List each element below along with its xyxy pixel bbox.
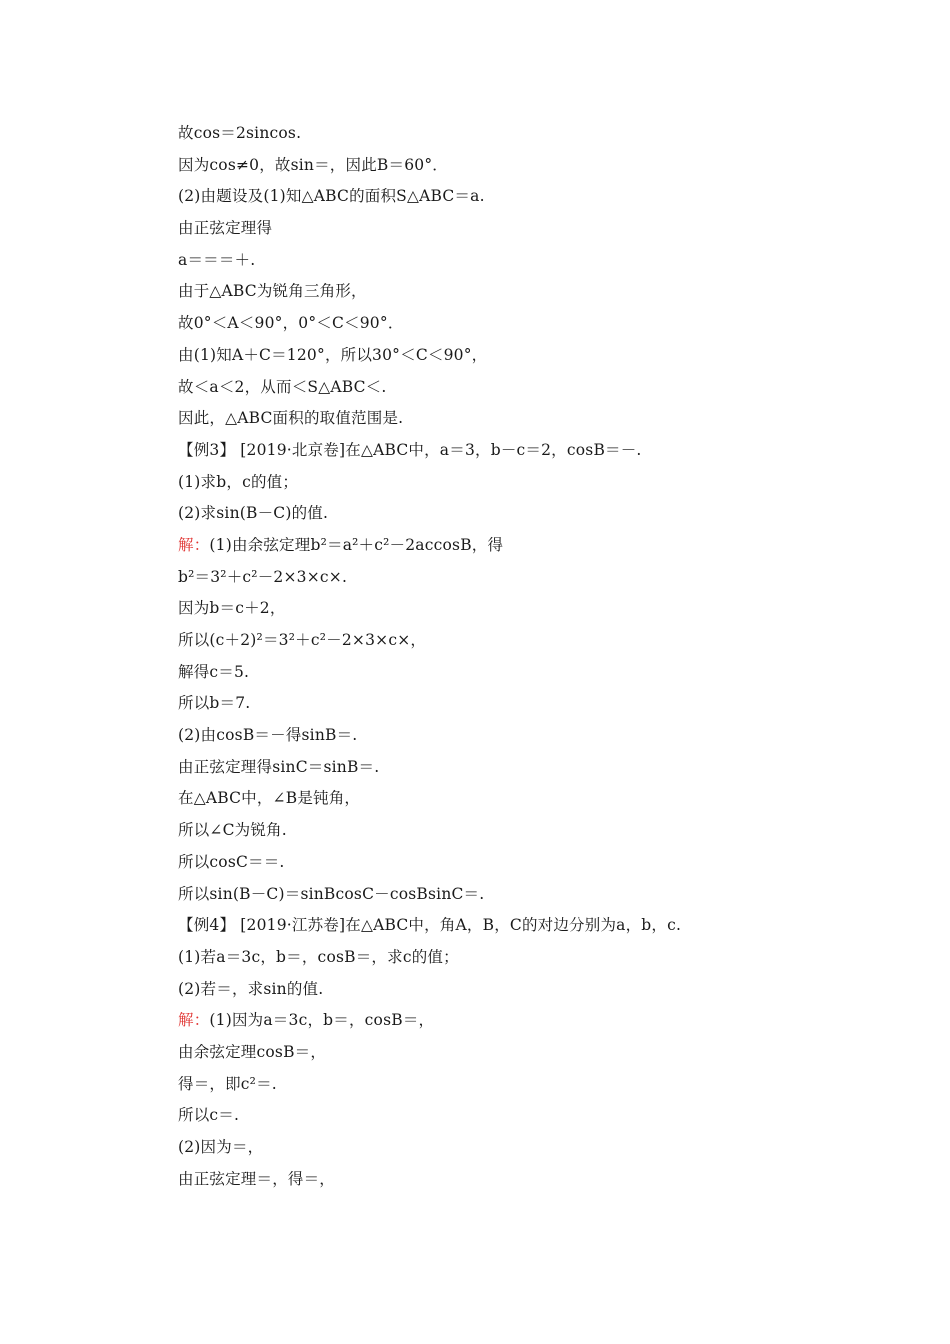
example-4-heading: 【例4】 [2019·江苏卷]在△ABC中，角A，B，C的对边分别为a，b，c. xyxy=(178,916,682,935)
solution-label: 解： xyxy=(178,1011,210,1030)
text-line: 故0°＜A＜90°，0°＜C＜90°． xyxy=(178,314,404,333)
text-line: 在△ABC中，∠B是钝角， xyxy=(178,789,361,808)
text-line: 由(1)知A＋C＝120°，所以30°＜C＜90°， xyxy=(178,345,488,364)
text-line: (2)由题设及(1)知△ABC的面积S△ABC＝a. xyxy=(178,187,485,206)
text-line: (2)由cosB＝－得sinB＝. xyxy=(178,726,358,745)
solution-label: 解： xyxy=(178,535,210,554)
text-line: 解得c＝5. xyxy=(178,662,250,681)
text-line: 所以c＝. xyxy=(178,1106,240,1125)
solution-text-line: (1)因为a＝3c，b＝，cosB＝， xyxy=(209,1011,435,1030)
text-line: 故＜a＜2，从而＜S△ABC＜. xyxy=(178,377,387,396)
text-line: a＝＝＝＋. xyxy=(178,250,256,269)
text-line: 因为cos≠0，故sin＝，因此B＝60°． xyxy=(178,155,448,174)
solution-line xyxy=(178,1005,778,1037)
text-line: 由正弦定理得 xyxy=(178,219,273,238)
text-line: 由余弦定理cosB＝， xyxy=(178,1042,327,1061)
text-line: 因为b＝c＋2， xyxy=(178,599,286,618)
text-line: 由于△ABC为锐角三角形， xyxy=(178,282,367,301)
text-line: 所以b＝7. xyxy=(178,694,251,713)
solution-text-line: (1)由余弦定理b²＝a²＋c²－2accosB，得 xyxy=(209,535,504,554)
text-line: (1)求b，c的值； xyxy=(178,472,299,491)
text-line: 由正弦定理＝，得＝， xyxy=(178,1169,336,1188)
text-line: 所以∠C为锐角. xyxy=(178,821,287,840)
text-line: (1)若a＝3c，b＝，cosB＝，求c的值； xyxy=(178,947,459,966)
text-line: b²＝3²＋c²－2×3×c×. xyxy=(178,567,348,586)
text-line: 故cos＝2sincos. xyxy=(178,124,302,142)
example-3-heading: 【例3】 [2019·北京卷]在△ABC中，a＝3，b－c＝2，cosB＝－. xyxy=(178,440,642,459)
text-line: 因此，△ABC面积的取值范围是. xyxy=(178,409,404,428)
text-line: 得＝，即c²＝. xyxy=(178,1074,277,1093)
text-line: (2)因为＝， xyxy=(178,1138,264,1156)
text-line: 由正弦定理得sinC＝sinB＝. xyxy=(178,757,380,776)
text-line: 所以(c＋2)²＝3²＋c²－2×3×c×， xyxy=(178,631,427,649)
text-line: 所以cosC＝＝. xyxy=(178,852,285,871)
solution-text xyxy=(178,118,778,1195)
text-line: (2)若＝，求sin的值. xyxy=(178,979,324,998)
text-line: 所以sin(B－C)＝sinBcosC－cosBsinC＝. xyxy=(178,884,485,903)
text-line: (2)求sin(B－C)的值. xyxy=(178,504,329,523)
solution-line xyxy=(178,530,778,562)
